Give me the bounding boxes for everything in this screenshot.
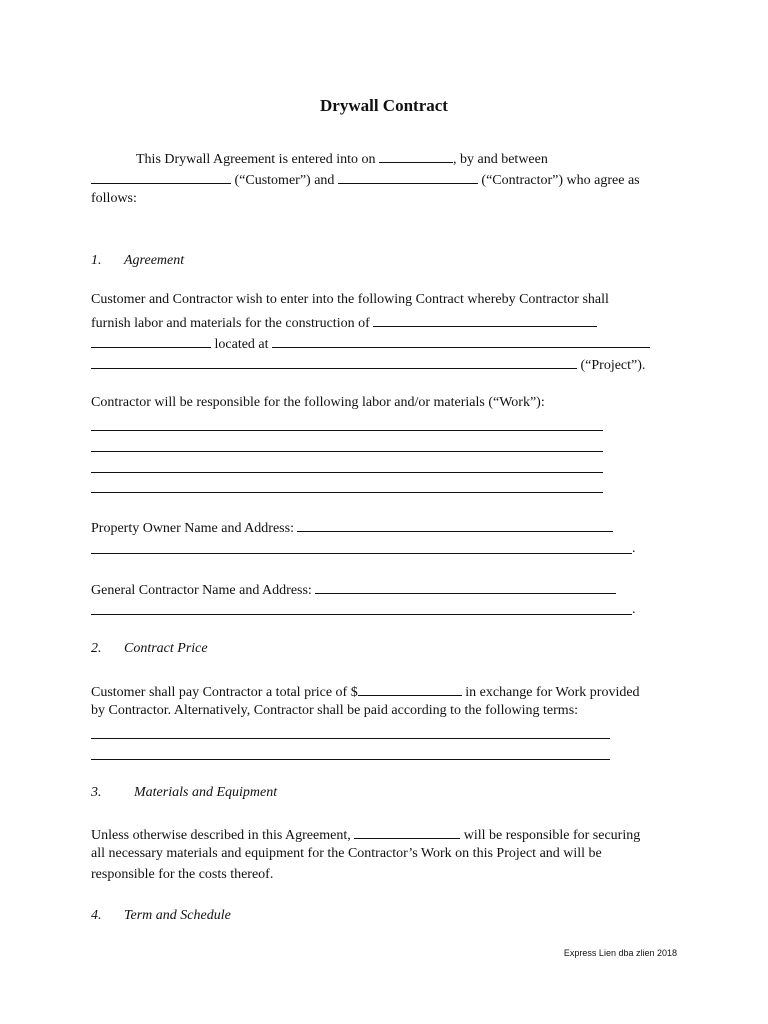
section-1-para-line-4 [91,355,645,374]
property-owner-label: Property Owner Name and Address: [91,521,294,536]
section-3-number: 3. [91,785,102,800]
section-2-number: 2. [91,641,102,656]
work-blank-line-2[interactable] [91,451,603,452]
property-owner-blank[interactable] [297,518,613,532]
section-2-line-1 [91,682,640,701]
intro-text-between: , by and between [453,152,548,167]
intro-line-2 [91,170,640,189]
property-owner-line [91,518,613,537]
price-exchange-text: in exchange for Work provided [465,685,640,700]
intro-text-date: This Drywall Agreement is entered into on [136,152,376,167]
work-intro: Contractor will be responsible for the following labor and/or materials (“Work”): [91,395,545,410]
section-2-heading: Contract Price [124,641,208,656]
section-3-line-3: responsible for the costs thereof. [91,867,274,882]
section-1-number: 1. [91,253,102,268]
work-blank-line-1[interactable] [91,430,603,431]
section-4-number: 4. [91,908,102,923]
general-contractor-label: General Contractor Name and Address: [91,583,312,598]
work-blank-line-4[interactable] [91,492,603,493]
terms-blank-line-1[interactable] [91,738,610,739]
date-blank[interactable] [379,149,453,163]
section-3-line-2: all necessary materials and equipment for the Contractor’s Work on this Project and will be [91,846,602,861]
section-4-heading: Term and Schedule [124,908,231,923]
intro-text-customer: (“Customer”) and [234,173,335,188]
location-blank[interactable] [272,334,650,348]
section-2-line-2: by Contractor. Alternatively, Contractor shall be paid according to the following terms: [91,703,579,718]
section-3-heading: Materials and Equipment [134,785,278,800]
section-1-para-line-1: Customer and Contractor wish to enter into the following Contract whereby Contractor shall [91,292,609,307]
customer-name-blank[interactable] [91,170,231,184]
materials-party-blank[interactable] [354,825,460,839]
intro-text-contractor: (“Contractor”) who agree as [481,173,640,188]
general-contractor-blank-2[interactable] [91,614,632,615]
construction-blank[interactable] [373,313,597,327]
contractor-name-blank[interactable] [338,170,478,184]
general-contractor-line [91,580,616,599]
work-blank-line-3[interactable] [91,472,603,473]
section-1-para-line-2 [91,313,597,332]
footer-credit: Express Lien dba zlien 2018 [563,948,677,958]
price-label: Customer shall pay Contractor a total price of $ [91,685,358,700]
section-3-line-1 [91,825,640,844]
general-contractor-period: . [632,602,636,617]
property-owner-blank-2[interactable] [91,553,632,554]
construction-blank-2[interactable] [91,334,211,348]
intro-line-1 [136,149,548,168]
document-title: Drywall Contract [320,96,448,115]
intro-line-3: follows: [91,191,137,206]
section-1-heading: Agreement [124,253,185,268]
general-contractor-blank[interactable] [315,580,616,594]
located-at-label: located at [214,337,269,352]
project-label: (“Project”). [580,358,646,373]
construction-label: furnish labor and materials for the construction of [91,316,370,331]
materials-responsible-text: will be responsible for securing [463,828,641,843]
property-owner-period: . [632,541,636,556]
materials-intro-text: Unless otherwise described in this Agreement, [91,828,351,843]
price-blank[interactable] [358,682,462,696]
location-blank-2[interactable] [91,355,577,369]
terms-blank-line-2[interactable] [91,759,610,760]
section-1-para-line-3 [91,334,650,353]
